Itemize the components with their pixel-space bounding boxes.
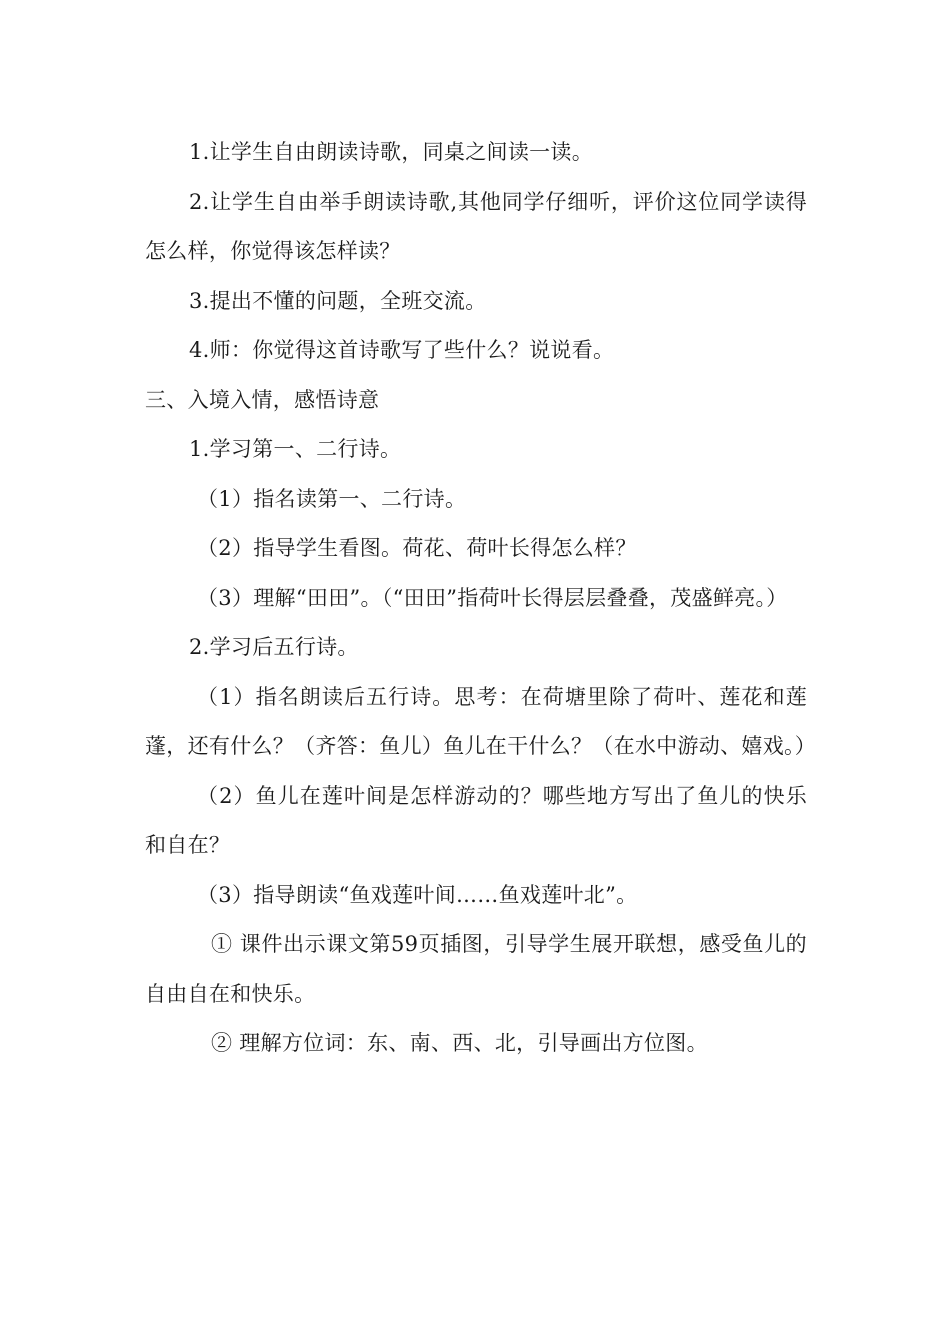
paragraph-15: ② 理解方位词：东、南、西、北，引导画出方位图。 bbox=[211, 1031, 708, 1055]
paragraph-8: （2）指导学生看图。荷花、荷叶长得怎么样？ bbox=[197, 536, 637, 560]
paragraph-10: 2.学习后五行诗。 bbox=[189, 635, 359, 659]
paragraph-11: （1）指名朗读后五行诗。思考：在荷塘里除了荷叶、莲花和莲蓬，还有什么？（齐答：鱼儿）鱼儿在干什么？（在水中游动、嬉戏。） bbox=[145, 684, 817, 758]
paragraph-14: ① 课件出示课文第59页插图，引导学生展开联想，感受鱼儿的自由自在和快乐。 bbox=[145, 932, 807, 1006]
paragraph-4: 4.师：你觉得这首诗歌写了些什么？说说看。 bbox=[189, 338, 615, 362]
paragraph-3: 3.提出不懂的问题，全班交流。 bbox=[189, 288, 487, 313]
section-heading: 三、入境入情，感悟诗意 bbox=[145, 387, 380, 412]
paragraph-7: （1）指名读第一、二行诗。 bbox=[197, 486, 467, 511]
paragraph-2: 2.让学生自由举手朗读诗歌,其他同学仔细听，评价这位同学读得怎么样，你觉得该怎样读？ bbox=[145, 189, 807, 263]
paragraph-1: 1.让学生自由朗读诗歌，同桌之间读一读。 bbox=[189, 140, 594, 164]
paragraph-6: 1.学习第一、二行诗。 bbox=[189, 437, 402, 461]
paragraph-12: （2）鱼儿在莲叶间是怎样游动的？哪些地方写出了鱼儿的快乐和自在？ bbox=[145, 783, 807, 857]
document-body bbox=[145, 128, 817, 1069]
paragraph-9: （3）理解“田田”。（“田田”指荷叶长得层层叠叠，茂盛鲜亮。） bbox=[197, 585, 788, 610]
paragraph-13: （3）指导朗读“鱼戏莲叶间……鱼戏莲叶北”。 bbox=[197, 882, 638, 907]
